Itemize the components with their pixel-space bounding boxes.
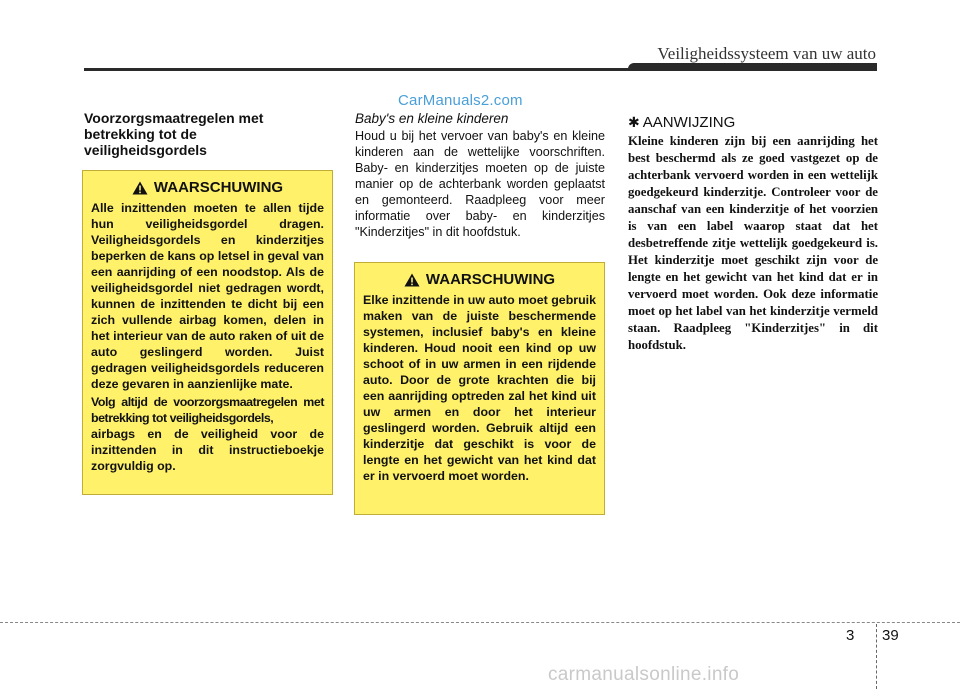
warning-title [363,271,596,288]
page-number: 39 [882,627,899,644]
warning-box-children [354,262,605,515]
warning-title [91,179,324,196]
page-header-title: Veiligheidssysteem van uw auto [657,44,876,63]
subheading-babies: Baby's en kleine kinderen [355,111,509,126]
warning-triangle-icon [404,273,420,287]
warning-box-seatbelts [82,170,333,495]
note-star-icon: ✱ [628,114,640,130]
section-heading [84,110,324,158]
note-heading-text: AANWIJZING [642,114,736,131]
section-heading-line-1: Voorzorgsmaatregelen met [84,110,264,126]
warning-text: Elke inzittende in uw auto moet gebruik maken van de juiste beschermende systemen, inclusief baby's en kleine kinderen. Houd nooit een kind op uw schoot of in uw armen in een rijdende auto. Door de grote krachten die bij een aanrijding optreden zal het kind uit uw armen en door het interieur geslingerd worden. Gebruik altijd een kinderzitje dat geschikt is voor de lengte en het gewicht van het kind dat er in vervoerd moet worden. [363,293,596,483]
note-heading [628,114,735,131]
warning-triangle-icon [132,181,148,195]
warning-title-text: WAARSCHUWING [425,271,556,288]
warning-text-para2-rest: airbags en de veiligheid voor de inzittenden in dit instructieboekje zorgvuldig op. [91,427,324,473]
note-text: Kleine kinderen zijn bij een aanrijding het best beschermd als ze goed vastgezet op de achterbank vervoerd worden in een wettelijk goedgekeurd kinderzitje. Controleer voor de aanschaf van een kinderzitje of het voorzien is van een label waarop staat dat het desbetreffende zitje wettelijk goedgekeurd is. Het kinderzitje moet geschikt zijn voor de lengte en het gewicht van het kind dat er in vervoerd moet worden. Ook deze informatie moet op het label van het kinderzitje vermeld staan. Raadpleeg "Kinderzitjes" in dit hoofdstuk. [628,134,878,352]
watermark-bottom: carmanualsonline.info [548,664,740,685]
header-rule [84,68,877,71]
watermark-top: CarManuals2.com [398,92,523,109]
page-number-divider [876,624,877,689]
body-text-babies: Houd u bij het vervoer van baby's en kleine kinderen aan de wettelijke voorschriften. Baby- en kinderzitjes moeten op de juiste manier op de achterbank worden geplaatst en gemonteerd. Raadpleeg voor meer informatie over baby- en kinderzitjes "Kinderzitjes" in dit hoofdstuk. [355,129,605,239]
warning-text-para2-tight: Volg altijd de voorzorgsmaatregelen met betrekking tot veiligheidsgordels, [91,395,324,425]
warning-text-para1: Alle inzittenden moeten te allen tijde hun veiligheidsgordel dragen. Veiligheidsgordels en kinderzitjes beperken de kans op letsel in geval van een aanrijding of een noodstop. Als de veiligheidsgordel niet gedragen wordt, kunnen de inzittenden te dicht bij een zich vullende airbag komen, delen in het interieur van de auto raken of uit de auto geslingerd worden. Juist gedragen veiligheidsgordels reduceren deze gevaren in aanzienlijke mate. [91,201,324,391]
section-heading-line-3: veiligheidsgordels [84,142,207,158]
chapter-number: 3 [846,627,855,644]
warning-title-text: WAARSCHUWING [153,179,284,196]
footer-divider [0,622,960,623]
section-heading-line-2: betrekking tot de [84,126,197,142]
